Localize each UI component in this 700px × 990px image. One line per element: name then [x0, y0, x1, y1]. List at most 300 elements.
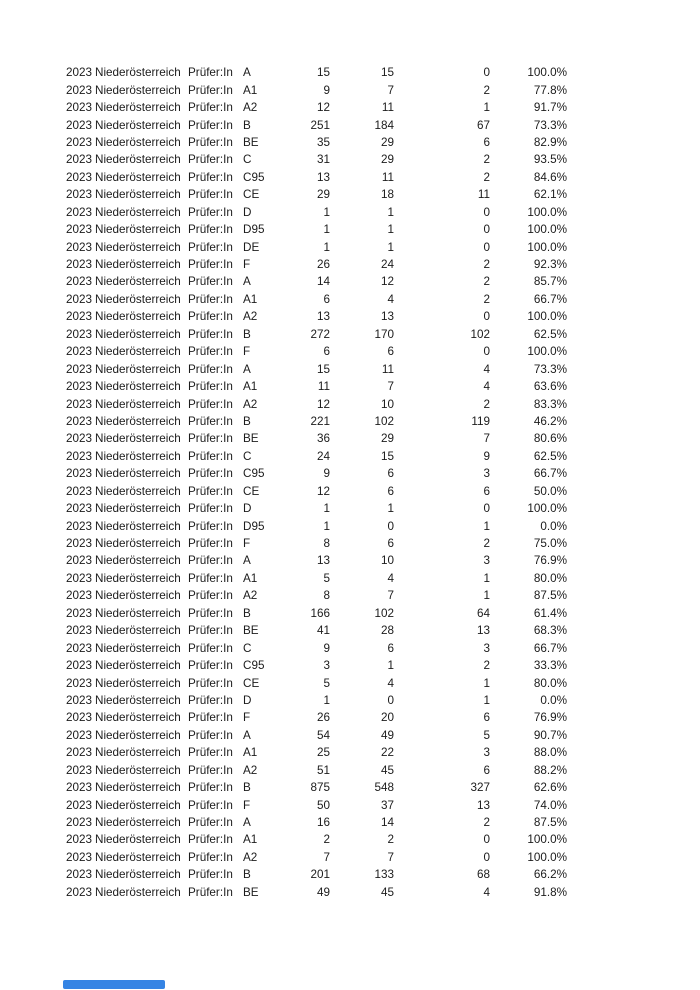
- table-row: [66, 360, 567, 377]
- cell-examiner: Prüfer:In: [188, 345, 233, 359]
- table-row: [66, 657, 567, 674]
- cell-region: Niederösterreich: [95, 537, 181, 551]
- cell-examiner: Prüfer:In: [188, 554, 233, 568]
- cell-failed: 0: [483, 240, 490, 254]
- cell-failed: 2: [483, 397, 490, 411]
- cell-failed: 1: [483, 101, 490, 115]
- cell-year: 2023: [66, 66, 93, 80]
- cell-pass-rate: 83.3%: [533, 397, 567, 411]
- table-row: [66, 430, 567, 447]
- cell-passed: 20: [380, 711, 394, 725]
- cell-region: Niederösterreich: [95, 292, 181, 306]
- cell-failed: 13: [476, 798, 490, 812]
- cell-failed: 9: [483, 449, 490, 463]
- cell-examiner: Prüfer:In: [188, 432, 233, 446]
- cell-passed: 4: [387, 571, 394, 585]
- cell-failed: 2: [483, 816, 490, 830]
- cell-passed: 22: [380, 746, 394, 760]
- cell-examiner: Prüfer:In: [188, 885, 233, 899]
- cell-failed: 2: [483, 258, 490, 272]
- cell-category: B: [243, 414, 251, 428]
- cell-region: Niederösterreich: [95, 624, 181, 638]
- cell-total: 9: [323, 467, 330, 481]
- cell-total: 50: [316, 798, 330, 812]
- cell-total: 9: [323, 641, 330, 655]
- cell-region: Niederösterreich: [95, 170, 181, 184]
- cell-pass-rate: 74.0%: [533, 798, 567, 812]
- cell-total: 251: [310, 118, 330, 132]
- cell-region: Niederösterreich: [95, 223, 181, 237]
- cell-pass-rate: 100.0%: [527, 310, 567, 324]
- cell-total: 13: [316, 310, 330, 324]
- cell-category: DE: [243, 240, 260, 254]
- cell-region: Niederösterreich: [95, 153, 181, 167]
- cell-failed: 3: [483, 554, 490, 568]
- cell-examiner: Prüfer:In: [188, 798, 233, 812]
- cell-failed: 4: [483, 885, 490, 899]
- cell-category: C: [243, 153, 252, 167]
- cell-examiner: Prüfer:In: [188, 502, 233, 516]
- table-body: [66, 64, 567, 901]
- table-row: [66, 291, 567, 308]
- cell-category: CE: [243, 484, 260, 498]
- cell-examiner: Prüfer:In: [188, 659, 233, 673]
- cell-year: 2023: [66, 397, 93, 411]
- cell-category: A2: [243, 310, 258, 324]
- cell-region: Niederösterreich: [95, 728, 181, 742]
- cell-region: Niederösterreich: [95, 83, 181, 97]
- cell-pass-rate: 76.9%: [533, 554, 567, 568]
- cell-pass-rate: 62.5%: [533, 327, 567, 341]
- cell-passed: 11: [381, 101, 394, 115]
- cell-pass-rate: 33.3%: [533, 659, 567, 673]
- table-row: [66, 343, 567, 360]
- cell-year: 2023: [66, 659, 93, 673]
- table-row: [66, 116, 567, 133]
- cell-pass-rate: 66.7%: [533, 292, 567, 306]
- cell-examiner: Prüfer:In: [188, 868, 233, 882]
- cell-passed: 45: [380, 885, 394, 899]
- cell-passed: 1: [387, 223, 394, 237]
- cell-examiner: Prüfer:In: [188, 763, 233, 777]
- cell-total: 5: [323, 676, 330, 690]
- cell-total: 875: [310, 781, 330, 795]
- cell-region: Niederösterreich: [95, 101, 181, 115]
- cell-category: F: [243, 798, 251, 812]
- cell-total: 41: [316, 624, 330, 638]
- cell-failed: 2: [483, 659, 490, 673]
- table-row: [66, 622, 567, 639]
- horizontal-scrollbar-thumb[interactable]: [63, 980, 165, 989]
- cell-pass-rate: 91.7%: [533, 101, 567, 115]
- cell-passed: 6: [387, 641, 394, 655]
- cell-total: 12: [316, 397, 330, 411]
- cell-total: 1: [323, 519, 330, 533]
- cell-total: 3: [323, 659, 330, 673]
- cell-passed: 18: [380, 188, 394, 202]
- cell-passed: 0: [387, 519, 394, 533]
- cell-region: Niederösterreich: [95, 484, 181, 498]
- cell-examiner: Prüfer:In: [188, 66, 233, 80]
- cell-examiner: Prüfer:In: [188, 571, 233, 585]
- cell-passed: 14: [380, 816, 394, 830]
- cell-pass-rate: 100.0%: [527, 345, 567, 359]
- cell-region: Niederösterreich: [95, 554, 181, 568]
- cell-total: 12: [316, 484, 330, 498]
- cell-examiner: Prüfer:In: [188, 118, 233, 132]
- cell-failed: 119: [471, 414, 490, 428]
- cell-year: 2023: [66, 188, 93, 202]
- cell-examiner: Prüfer:In: [188, 258, 233, 272]
- cell-category: F: [243, 711, 251, 725]
- cell-region: Niederösterreich: [95, 66, 181, 80]
- cell-region: Niederösterreich: [95, 432, 181, 446]
- table-row: [66, 605, 567, 622]
- cell-year: 2023: [66, 467, 93, 481]
- cell-category: BE: [243, 432, 259, 446]
- cell-failed: 6: [483, 711, 490, 725]
- cell-examiner: Prüfer:In: [188, 223, 233, 237]
- cell-total: 9: [323, 83, 330, 97]
- cell-total: 221: [310, 414, 330, 428]
- cell-year: 2023: [66, 781, 93, 795]
- table-row: [66, 866, 567, 883]
- cell-passed: 548: [374, 781, 394, 795]
- cell-failed: 5: [483, 728, 490, 742]
- cell-examiner: Prüfer:In: [188, 414, 233, 428]
- cell-pass-rate: 66.2%: [533, 868, 567, 882]
- cell-total: 5: [323, 571, 330, 585]
- table-row: [66, 709, 567, 726]
- cell-passed: 11: [381, 362, 394, 376]
- cell-passed: 133: [374, 868, 394, 882]
- cell-failed: 0: [483, 850, 490, 864]
- table-row: [66, 639, 567, 656]
- cell-pass-rate: 62.1%: [533, 188, 567, 202]
- cell-category: F: [243, 345, 251, 359]
- cell-passed: 10: [380, 397, 394, 411]
- cell-failed: 1: [483, 693, 490, 707]
- cell-failed: 0: [483, 502, 490, 516]
- cell-pass-rate: 66.7%: [533, 641, 567, 655]
- cell-failed: 11: [477, 188, 490, 202]
- cell-examiner: Prüfer:In: [188, 83, 233, 97]
- cell-year: 2023: [66, 728, 93, 742]
- table-row: [66, 796, 567, 813]
- cell-examiner: Prüfer:In: [188, 135, 233, 149]
- cell-failed: 1: [483, 571, 490, 585]
- cell-failed: 1: [483, 519, 490, 533]
- cell-failed: 0: [483, 310, 490, 324]
- cell-examiner: Prüfer:In: [188, 711, 233, 725]
- cell-failed: 0: [483, 345, 490, 359]
- cell-failed: 2: [483, 537, 490, 551]
- cell-examiner: Prüfer:In: [188, 693, 233, 707]
- cell-category: A1: [243, 833, 258, 847]
- cell-passed: 6: [387, 484, 394, 498]
- cell-category: CE: [243, 676, 260, 690]
- cell-passed: 184: [374, 118, 394, 132]
- cell-passed: 12: [380, 275, 394, 289]
- cell-year: 2023: [66, 414, 93, 428]
- cell-year: 2023: [66, 763, 93, 777]
- cell-examiner: Prüfer:In: [188, 205, 233, 219]
- cell-passed: 10: [380, 554, 394, 568]
- table-row: [66, 483, 567, 500]
- cell-pass-rate: 100.0%: [527, 66, 567, 80]
- cell-category: D: [243, 502, 252, 516]
- cell-pass-rate: 80.6%: [533, 432, 567, 446]
- cell-year: 2023: [66, 205, 93, 219]
- cell-region: Niederösterreich: [95, 659, 181, 673]
- cell-pass-rate: 100.0%: [527, 850, 567, 864]
- cell-passed: 2: [387, 833, 394, 847]
- cell-pass-rate: 91.8%: [533, 885, 567, 899]
- cell-year: 2023: [66, 746, 93, 760]
- cell-passed: 170: [374, 327, 394, 341]
- cell-year: 2023: [66, 449, 93, 463]
- cell-total: 12: [316, 101, 330, 115]
- cell-region: Niederösterreich: [95, 641, 181, 655]
- table-row: [66, 552, 567, 569]
- cell-pass-rate: 62.6%: [533, 781, 567, 795]
- cell-total: 8: [323, 537, 330, 551]
- cell-region: Niederösterreich: [95, 676, 181, 690]
- table-row: [66, 674, 567, 691]
- cell-total: 35: [316, 135, 330, 149]
- cell-passed: 6: [387, 345, 394, 359]
- cell-year: 2023: [66, 798, 93, 812]
- cell-year: 2023: [66, 118, 93, 132]
- cell-examiner: Prüfer:In: [188, 380, 233, 394]
- cell-category: A: [243, 816, 251, 830]
- cell-total: 201: [310, 868, 330, 882]
- cell-failed: 3: [483, 641, 490, 655]
- cell-year: 2023: [66, 275, 93, 289]
- table-row: [66, 831, 567, 848]
- cell-passed: 29: [380, 153, 394, 167]
- cell-category: A2: [243, 397, 258, 411]
- cell-category: C95: [243, 467, 265, 481]
- cell-passed: 1: [387, 205, 394, 219]
- cell-failed: 4: [483, 380, 490, 394]
- cell-examiner: Prüfer:In: [188, 606, 233, 620]
- cell-failed: 3: [483, 467, 490, 481]
- cell-pass-rate: 0.0%: [540, 519, 567, 533]
- cell-examiner: Prüfer:In: [188, 397, 233, 411]
- cell-total: 15: [316, 66, 330, 80]
- cell-passed: 29: [380, 432, 394, 446]
- cell-year: 2023: [66, 380, 93, 394]
- cell-total: 1: [323, 223, 330, 237]
- cell-pass-rate: 73.3%: [533, 362, 567, 376]
- cell-region: Niederösterreich: [95, 118, 181, 132]
- cell-passed: 6: [387, 537, 394, 551]
- cell-pass-rate: 82.9%: [533, 135, 567, 149]
- cell-failed: 7: [483, 432, 490, 446]
- cell-passed: 7: [387, 83, 394, 97]
- cell-total: 36: [316, 432, 330, 446]
- cell-passed: 102: [374, 414, 394, 428]
- cell-region: Niederösterreich: [95, 606, 181, 620]
- cell-examiner: Prüfer:In: [188, 676, 233, 690]
- cell-year: 2023: [66, 345, 93, 359]
- data-table: [66, 64, 567, 901]
- cell-total: 26: [316, 258, 330, 272]
- cell-year: 2023: [66, 258, 93, 272]
- cell-examiner: Prüfer:In: [188, 781, 233, 795]
- cell-year: 2023: [66, 310, 93, 324]
- cell-year: 2023: [66, 83, 93, 97]
- cell-passed: 4: [387, 292, 394, 306]
- cell-examiner: Prüfer:In: [188, 101, 233, 115]
- cell-passed: 24: [380, 258, 394, 272]
- cell-examiner: Prüfer:In: [188, 746, 233, 760]
- cell-year: 2023: [66, 362, 93, 376]
- cell-failed: 1: [483, 676, 490, 690]
- cell-category: D: [243, 205, 252, 219]
- table-row: [66, 378, 567, 395]
- cell-region: Niederösterreich: [95, 746, 181, 760]
- cell-failed: 2: [483, 83, 490, 97]
- cell-pass-rate: 73.3%: [533, 118, 567, 132]
- cell-total: 13: [316, 170, 330, 184]
- cell-pass-rate: 62.5%: [533, 449, 567, 463]
- cell-failed: 327: [470, 781, 490, 795]
- cell-failed: 1: [483, 589, 490, 603]
- cell-failed: 2: [483, 170, 490, 184]
- table-row: [66, 395, 567, 412]
- cell-pass-rate: 100.0%: [527, 833, 567, 847]
- cell-passed: 45: [380, 763, 394, 777]
- cell-passed: 1: [387, 240, 394, 254]
- cell-year: 2023: [66, 606, 93, 620]
- cell-year: 2023: [66, 850, 93, 864]
- cell-passed: 1: [387, 502, 394, 516]
- table-row: [66, 465, 567, 482]
- cell-failed: 102: [470, 327, 490, 341]
- table-row: [66, 727, 567, 744]
- cell-region: Niederösterreich: [95, 275, 181, 289]
- cell-category: CE: [243, 188, 260, 202]
- cell-passed: 0: [387, 693, 394, 707]
- cell-category: B: [243, 781, 251, 795]
- table-row: [66, 169, 567, 186]
- cell-passed: 7: [387, 589, 394, 603]
- cell-passed: 7: [387, 380, 394, 394]
- table-row: [66, 99, 567, 116]
- cell-category: D95: [243, 519, 265, 533]
- cell-total: 14: [316, 275, 330, 289]
- cell-pass-rate: 61.4%: [533, 606, 567, 620]
- cell-region: Niederösterreich: [95, 693, 181, 707]
- cell-category: B: [243, 327, 251, 341]
- cell-total: 166: [310, 606, 330, 620]
- cell-category: B: [243, 606, 251, 620]
- cell-year: 2023: [66, 170, 93, 184]
- cell-category: A: [243, 362, 251, 376]
- cell-failed: 6: [483, 484, 490, 498]
- cell-category: C95: [243, 659, 265, 673]
- cell-region: Niederösterreich: [95, 240, 181, 254]
- cell-category: A1: [243, 571, 258, 585]
- cell-examiner: Prüfer:In: [188, 519, 233, 533]
- table-row: [66, 535, 567, 552]
- cell-category: A2: [243, 763, 258, 777]
- cell-category: A1: [243, 83, 258, 97]
- cell-year: 2023: [66, 885, 93, 899]
- cell-region: Niederösterreich: [95, 205, 181, 219]
- cell-year: 2023: [66, 502, 93, 516]
- cell-pass-rate: 90.7%: [533, 728, 567, 742]
- cell-year: 2023: [66, 589, 93, 603]
- cell-examiner: Prüfer:In: [188, 275, 233, 289]
- cell-category: B: [243, 118, 251, 132]
- table-row: [66, 134, 567, 151]
- cell-failed: 0: [483, 205, 490, 219]
- cell-total: 26: [316, 711, 330, 725]
- cell-category: D95: [243, 223, 265, 237]
- cell-year: 2023: [66, 693, 93, 707]
- cell-category: A2: [243, 850, 258, 864]
- cell-failed: 6: [483, 135, 490, 149]
- cell-year: 2023: [66, 240, 93, 254]
- table-row: [66, 256, 567, 273]
- cell-pass-rate: 0.0%: [540, 693, 567, 707]
- cell-passed: 28: [380, 624, 394, 638]
- cell-year: 2023: [66, 519, 93, 533]
- cell-region: Niederösterreich: [95, 885, 181, 899]
- cell-year: 2023: [66, 292, 93, 306]
- table-row: [66, 762, 567, 779]
- cell-pass-rate: 75.0%: [533, 537, 567, 551]
- cell-category: A1: [243, 292, 258, 306]
- cell-failed: 2: [483, 153, 490, 167]
- cell-year: 2023: [66, 868, 93, 882]
- cell-pass-rate: 76.9%: [533, 711, 567, 725]
- cell-total: 49: [316, 885, 330, 899]
- cell-region: Niederösterreich: [95, 397, 181, 411]
- cell-region: Niederösterreich: [95, 781, 181, 795]
- cell-failed: 13: [476, 624, 490, 638]
- table-row: [66, 779, 567, 796]
- table-row: [66, 500, 567, 517]
- cell-region: Niederösterreich: [95, 258, 181, 272]
- cell-region: Niederösterreich: [95, 135, 181, 149]
- cell-year: 2023: [66, 327, 93, 341]
- cell-year: 2023: [66, 101, 93, 115]
- cell-pass-rate: 63.6%: [533, 380, 567, 394]
- cell-region: Niederösterreich: [95, 850, 181, 864]
- cell-total: 7: [323, 850, 330, 864]
- cell-passed: 7: [387, 850, 394, 864]
- table-row: [66, 517, 567, 534]
- cell-total: 15: [316, 362, 330, 376]
- cell-total: 13: [316, 554, 330, 568]
- cell-region: Niederösterreich: [95, 589, 181, 603]
- cell-examiner: Prüfer:In: [188, 816, 233, 830]
- cell-examiner: Prüfer:In: [188, 153, 233, 167]
- cell-category: A1: [243, 380, 258, 394]
- cell-examiner: Prüfer:In: [188, 362, 233, 376]
- cell-examiner: Prüfer:In: [188, 728, 233, 742]
- cell-passed: 29: [380, 135, 394, 149]
- cell-examiner: Prüfer:In: [188, 624, 233, 638]
- cell-total: 31: [316, 153, 330, 167]
- cell-passed: 11: [381, 170, 394, 184]
- cell-examiner: Prüfer:In: [188, 449, 233, 463]
- cell-pass-rate: 50.0%: [533, 484, 567, 498]
